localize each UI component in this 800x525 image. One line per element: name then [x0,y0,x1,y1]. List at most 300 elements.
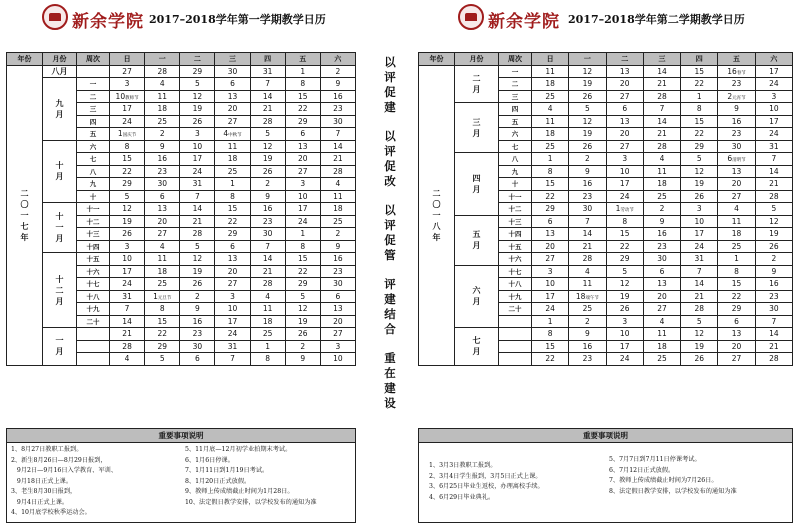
day-number: 3 [335,341,341,351]
day-number: 20 [157,216,167,226]
day-number: 5 [159,354,165,364]
note-line: 10、法定假日教学安排，以学校发布的通知为准 [185,498,317,506]
day-cell [606,278,643,291]
day-number: 16 [192,316,203,326]
day-cell [145,78,180,91]
day-cell [643,215,680,228]
day-cell [320,128,355,141]
day-number: 19 [582,79,593,89]
day-number: 27 [227,279,238,289]
day-number: 11 [545,66,555,76]
day-cell [215,203,250,216]
day-cell [215,228,250,241]
day-number: 19 [694,341,705,351]
day-cell [285,303,320,316]
day-cell [532,153,569,166]
week-number: 四 [499,103,532,116]
day-cell [215,103,250,116]
day-cell [569,228,606,241]
day-cell [250,153,285,166]
column-header: 年份 [7,53,43,66]
calendar-header [6,0,356,50]
day-number: 5 [696,316,702,326]
day-cell [285,253,320,266]
day-cell [569,78,606,91]
day-number: 15 [694,66,705,76]
column-header: 六 [320,53,355,66]
week-number: 十五 [499,240,532,253]
day-number: 9 [335,241,341,251]
day-cell [215,115,250,128]
day-cell [718,203,755,216]
day-number: 9 [300,354,306,364]
day-cell [110,190,145,203]
day-number: 22 [298,104,308,114]
day-number: 30 [582,204,593,214]
day-number: 5 [771,204,777,214]
day-cell [285,153,320,166]
day-number: 27 [619,141,630,151]
day-cell [320,253,355,266]
day-cell [110,128,145,141]
day-number: 29 [298,116,308,126]
day-number: 8 [547,166,553,176]
day-number: 6 [547,216,553,226]
day-number: 26 [619,304,630,314]
note-line: 9月4日正式上课。 [11,498,69,506]
week-number [77,328,110,341]
day-cell [643,353,680,366]
day-number: 5 [194,241,200,251]
day-number: 9 [335,79,341,89]
week-number: 十二 [77,215,110,228]
day-cell [250,290,285,303]
day-number: 26 [694,354,705,364]
day-number: 5 [585,104,590,114]
day-cell [606,128,643,141]
day-number: 14 [769,166,779,176]
day-cell [145,215,180,228]
day-number: 23 [192,329,203,339]
day-cell [320,78,355,91]
day-cell [180,253,215,266]
day-cell [285,265,320,278]
day-number: 12 [694,166,705,176]
day-cell [145,153,180,166]
week-number: 十五 [77,253,110,266]
column-header: 周次 [499,53,532,66]
day-number: 24 [227,329,238,339]
day-cell [320,278,355,291]
day-number: 8 [622,216,628,226]
day-cell [755,290,792,303]
week-number: 二 [77,90,110,103]
day-number: 28 [657,141,667,151]
week-number [77,340,110,353]
day-cell [643,315,680,328]
day-cell [250,253,285,266]
day-cell [180,328,215,341]
day-cell [532,203,569,216]
day-cell [532,103,569,116]
day-cell [145,190,180,203]
column-header: 二 [180,53,215,66]
day-number: 1 [547,316,553,326]
column-header: 一 [145,53,180,66]
day-number: 12 [298,304,308,314]
day-cell [250,128,285,141]
day-number: 27 [333,329,343,339]
day-cell [606,203,643,216]
day-number: 8 [300,79,306,89]
day-cell [215,303,250,316]
day-number: 7 [771,154,777,164]
day-number: 7 [265,241,271,251]
year-cell: 二 〇 一 七 年 [7,65,43,365]
day-number: 17 [619,341,630,351]
day-number: 29 [192,66,203,76]
day-cell [606,165,643,178]
note-line: 8、法定假日教学安排，以学校发布的通知为准 [609,487,737,495]
note-line: 2、3月4日学生报到，3月5日正式上课。 [429,472,542,480]
day-cell [145,203,180,216]
day-cell [250,340,285,353]
day-cell [110,265,145,278]
column-header: 日 [532,53,569,66]
day-number: 25 [582,304,593,314]
day-number: 17 [122,266,132,276]
day-number: 15 [298,91,308,101]
day-number: 26 [192,279,203,289]
day-number: 12 [619,279,630,289]
day-cell [285,290,320,303]
day-cell [320,215,355,228]
month-cell: 十 一 月 [43,203,77,253]
day-cell [643,228,680,241]
day-cell [110,203,145,216]
day-cell [532,290,569,303]
slogan-column [381,55,399,425]
day-cell [606,328,643,341]
day-number: 13 [619,66,630,76]
day-number: 18 [333,204,343,214]
day-cell [532,265,569,278]
week-row [419,153,793,166]
day-number: 28 [122,341,132,351]
day-cell [718,328,755,341]
day-number: 9 [771,266,777,276]
note-line: 9月2日—9月16日入学教育、军训、 [11,467,118,474]
day-number: 23 [262,216,273,226]
day-number: 22 [122,166,132,176]
day-number: 2 [194,291,200,301]
day-cell [755,203,792,216]
day-cell [250,240,285,253]
day-cell [320,353,355,366]
day-number: 19 [582,129,593,139]
note-line: 1、3月3日教职工报到。 [429,462,497,469]
day-cell [718,303,755,316]
day-number: 16 [582,179,593,189]
day-cell [250,115,285,128]
day-cell [606,65,643,78]
day-cell [681,353,718,366]
day-cell [606,215,643,228]
day-number: 18 [657,179,667,189]
day-cell [606,253,643,266]
day-cell [606,340,643,353]
day-cell [320,65,355,78]
day-number: 22 [227,216,238,226]
day-cell [643,128,680,141]
day-number: 7 [696,266,702,276]
day-number: 6 [659,266,665,276]
holiday-tag: 教师节 [125,95,139,101]
day-cell [681,315,718,328]
day-number: 30 [333,279,343,289]
day-cell [215,153,250,166]
day-cell [110,165,145,178]
day-cell [755,315,792,328]
day-number: 17 [769,116,779,126]
day-cell [110,303,145,316]
day-cell [606,103,643,116]
day-number: 14 [657,116,667,126]
week-number [499,340,532,353]
day-cell [718,278,755,291]
day-cell [145,290,180,303]
day-number: 31 [192,179,203,189]
day-cell [755,240,792,253]
day-cell [320,340,355,353]
day-number: 19 [769,229,779,239]
day-number: 27 [157,229,167,239]
day-number: 15 [298,254,308,264]
day-number: 30 [227,66,238,76]
day-number: 19 [192,266,203,276]
day-cell [681,178,718,191]
day-number: 10 [122,254,132,264]
notes-title: 重要事项说明 [6,428,356,443]
day-cell [755,165,792,178]
week-row [7,140,356,153]
day-cell [532,78,569,91]
day-cell [180,153,215,166]
day-number: 11 [657,329,667,339]
day-number: 31 [769,141,779,151]
day-number: 25 [545,141,555,151]
day-cell [755,353,792,366]
column-header: 五 [718,53,755,66]
day-cell [681,240,718,253]
day-number: 6 [335,291,341,301]
day-cell [285,340,320,353]
day-cell [320,315,355,328]
day-number: 25 [545,91,555,101]
day-cell [718,340,755,353]
day-cell [643,278,680,291]
day-number: 5 [622,266,628,276]
day-number: 17 [545,291,555,301]
day-number: 7 [659,104,665,114]
day-cell [606,228,643,241]
day-cell [250,90,285,103]
day-number: 2 [659,204,665,214]
day-cell [643,140,680,153]
day-number: 23 [731,129,742,139]
month-cell: 十 月 [43,140,77,203]
week-number: 十 [77,190,110,203]
note-line: 3、老生8月30日报到， [11,488,77,495]
column-header: 四 [250,53,285,66]
day-cell [681,128,718,141]
day-number: 8 [124,141,130,151]
day-number: 5 [300,291,306,301]
day-cell [250,65,285,78]
day-cell [215,290,250,303]
day-number: 8 [696,104,702,114]
day-cell [681,140,718,153]
day-cell [681,265,718,278]
day-cell [285,278,320,291]
day-number: 21 [694,291,705,301]
day-number: 4 [265,291,271,301]
day-number: 25 [657,354,667,364]
week-number: 二十 [77,315,110,328]
day-number: 6 [622,104,628,114]
week-number: 二十 [499,303,532,316]
day-number: 7 [335,129,341,139]
column-header: 周次 [77,53,110,66]
day-number: 21 [582,241,593,251]
day-number: 3 [194,129,200,139]
day-cell [606,315,643,328]
day-cell [285,315,320,328]
day-cell [532,215,569,228]
notes-column [429,461,544,503]
month-cell: 六 月 [455,265,499,328]
day-number: 11 [262,304,273,314]
column-header: 二 [606,53,643,66]
day-number: 2 [585,316,590,326]
day-cell [643,265,680,278]
day-number: 3 [771,91,777,101]
day-number: 1 [547,154,553,164]
day-cell [643,103,680,116]
day-cell [180,315,215,328]
day-cell [250,78,285,91]
day-cell [532,140,569,153]
day-cell [643,240,680,253]
note-line: 6、7月12日正式放假。 [609,466,675,474]
note-line: 6、1月6日停课。 [185,456,234,464]
day-cell [215,253,250,266]
day-number: 28 [582,254,593,264]
day-number: 18 [157,266,167,276]
day-cell [681,78,718,91]
day-cell [681,103,718,116]
day-number: 4 [659,154,665,164]
day-cell [755,178,792,191]
day-cell [532,253,569,266]
day-number: 23 [582,354,593,364]
week-number [77,65,110,78]
week-number: 一 [499,65,532,78]
day-number: 18 [262,316,273,326]
day-number: 26 [582,91,593,101]
day-number: 12 [694,329,705,339]
day-cell [755,190,792,203]
day-cell [681,190,718,203]
notes-column [11,445,117,519]
day-number: 24 [122,116,132,126]
day-number: 13 [227,254,238,264]
day-number: 28 [657,91,667,101]
holiday-tag: 清明节 [732,158,746,164]
month-cell: 十 二 月 [43,253,77,328]
month-cell: 三 月 [455,103,499,153]
day-number: 16 [333,254,343,264]
day-cell [569,253,606,266]
day-number: 12 [122,204,132,214]
day-cell [145,278,180,291]
day-cell [145,328,180,341]
day-cell [569,115,606,128]
holiday-tag: 国庆节 [122,133,137,139]
day-number: 18 [157,104,167,114]
day-number: 28 [262,116,273,126]
day-number: 10 [769,104,779,114]
day-cell [180,140,215,153]
week-number [77,353,110,366]
day-number: 26 [298,329,308,339]
day-number: 20 [227,104,238,114]
day-cell [285,90,320,103]
month-cell: 二 月 [455,65,499,103]
day-number: 27 [227,116,238,126]
day-cell [215,278,250,291]
day-cell [569,128,606,141]
day-number: 18 [227,154,238,164]
day-number: 25 [333,216,343,226]
day-cell [180,65,215,78]
day-number: 14 [333,141,343,151]
day-cell [180,353,215,366]
day-number: 2 [585,154,590,164]
day-number: 20 [545,241,555,251]
day-number: 22 [694,129,705,139]
day-number: 8 [734,266,739,276]
day-cell [532,115,569,128]
day-cell [569,353,606,366]
day-number: 16 [157,154,167,164]
day-number: 21 [192,216,203,226]
school-name: 新余学院 [72,12,144,32]
day-number: 1 [153,291,158,301]
day-number: 26 [122,229,132,239]
day-cell [250,353,285,366]
day-cell [145,253,180,266]
day-number: 10 [115,91,126,101]
day-cell [110,253,145,266]
day-cell [180,228,215,241]
day-number: 28 [262,279,273,289]
day-number: 6 [727,154,733,164]
day-number: 18 [545,79,555,89]
day-cell [643,190,680,203]
day-cell [145,165,180,178]
day-number: 2 [727,91,733,101]
